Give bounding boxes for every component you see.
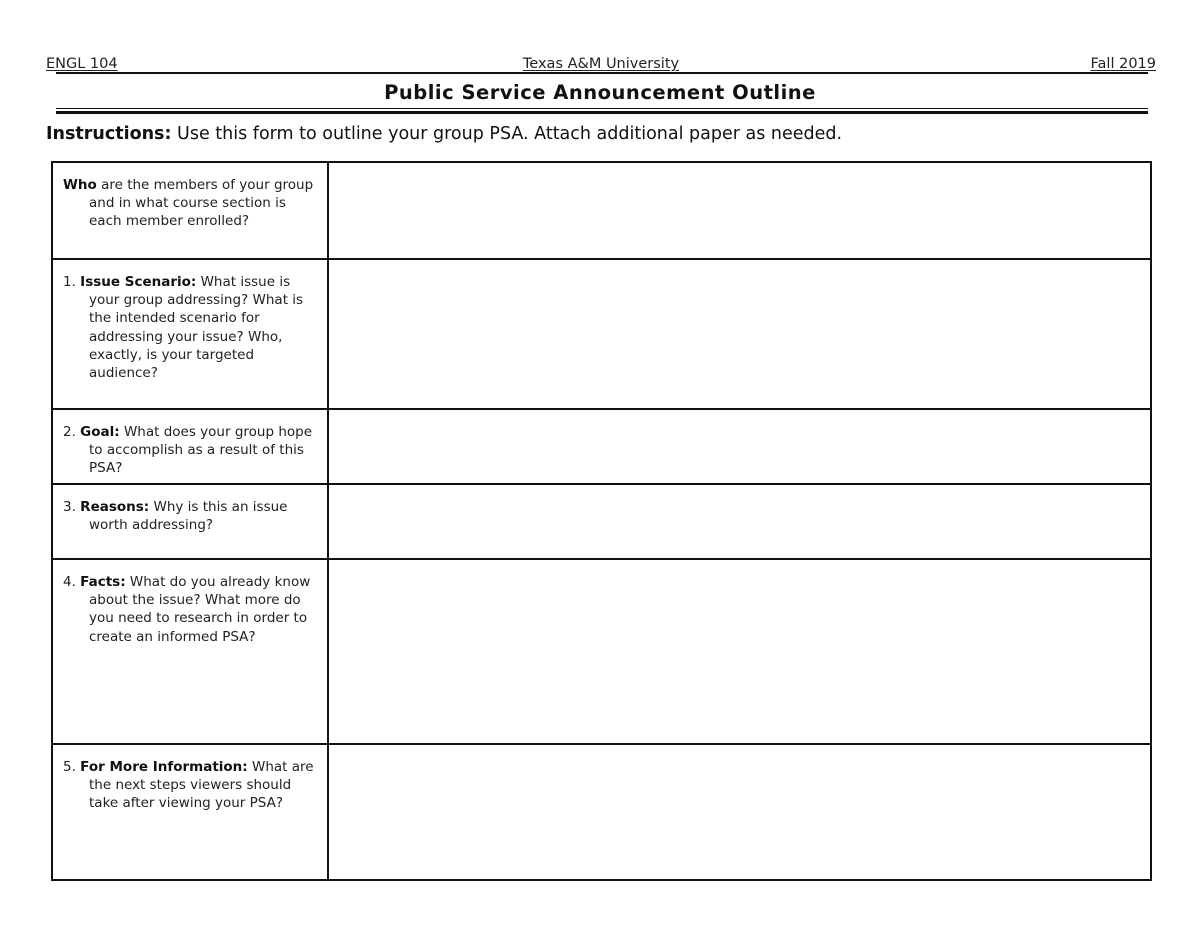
question-cell-issue-scenario	[52, 259, 328, 409]
question-number: 4.	[63, 574, 81, 590]
term: Fall 2019	[1090, 56, 1156, 72]
course-code: ENGL 104	[46, 56, 118, 72]
table-row	[52, 744, 1151, 880]
header-rule	[56, 72, 1148, 74]
table-row	[52, 409, 1151, 484]
table-row	[52, 259, 1151, 409]
question-number: 1.	[63, 274, 81, 290]
question-cell-more-information	[52, 744, 328, 880]
question-cell-reasons	[52, 484, 328, 559]
answer-field-facts[interactable]	[328, 559, 1151, 744]
answer-field-goal[interactable]	[328, 409, 1151, 484]
question-label: Reasons:	[80, 499, 150, 515]
title-rule-thin	[56, 108, 1148, 109]
question-number: 3.	[63, 499, 81, 515]
answer-field-reasons[interactable]	[328, 484, 1151, 559]
question-text: are the members of your group and in what course section is each member enrolled?	[89, 177, 314, 230]
instructions-text: Use this form to outline your group PSA. Attach additional paper as needed.	[171, 124, 843, 144]
instructions	[46, 124, 842, 144]
question-text: Why is this an issue worth addressing?	[89, 499, 288, 534]
question-number: 2.	[63, 424, 81, 440]
question-text: What does your group hope to accomplish as a result of this PSA?	[89, 424, 313, 477]
question-cell-who	[52, 162, 328, 259]
question-label: Facts:	[80, 574, 126, 590]
title-rule-thick	[56, 111, 1148, 114]
psa-outline-table	[51, 161, 1152, 881]
answer-field-issue-scenario[interactable]	[328, 259, 1151, 409]
question-text: What do you already know about the issue? What more do you need to research in order to create an informed PSA?	[89, 574, 311, 645]
instructions-label: Instructions:	[46, 124, 172, 144]
question-label: Issue Scenario:	[80, 274, 197, 290]
question-number: 5.	[63, 759, 81, 775]
question-label: For More Information:	[80, 759, 248, 775]
table-row	[52, 559, 1151, 744]
answer-field-more-information[interactable]	[328, 744, 1151, 880]
institution-name: Texas A&M University	[522, 56, 680, 72]
question-label: Goal:	[80, 424, 120, 440]
answer-field-who[interactable]	[328, 162, 1151, 259]
question-label: Who	[63, 177, 97, 193]
page-title: Public Service Announcement Outline	[384, 81, 816, 104]
question-cell-facts	[52, 559, 328, 744]
question-cell-goal	[52, 409, 328, 484]
question-text: What issue is your group addressing? What is the intended scenario for addressing your issue? Who, exactly, is your targeted audience?	[89, 274, 304, 382]
table-row	[52, 484, 1151, 559]
table-row	[52, 162, 1151, 259]
question-text: What are the next steps viewers should take after viewing your PSA?	[89, 759, 314, 812]
